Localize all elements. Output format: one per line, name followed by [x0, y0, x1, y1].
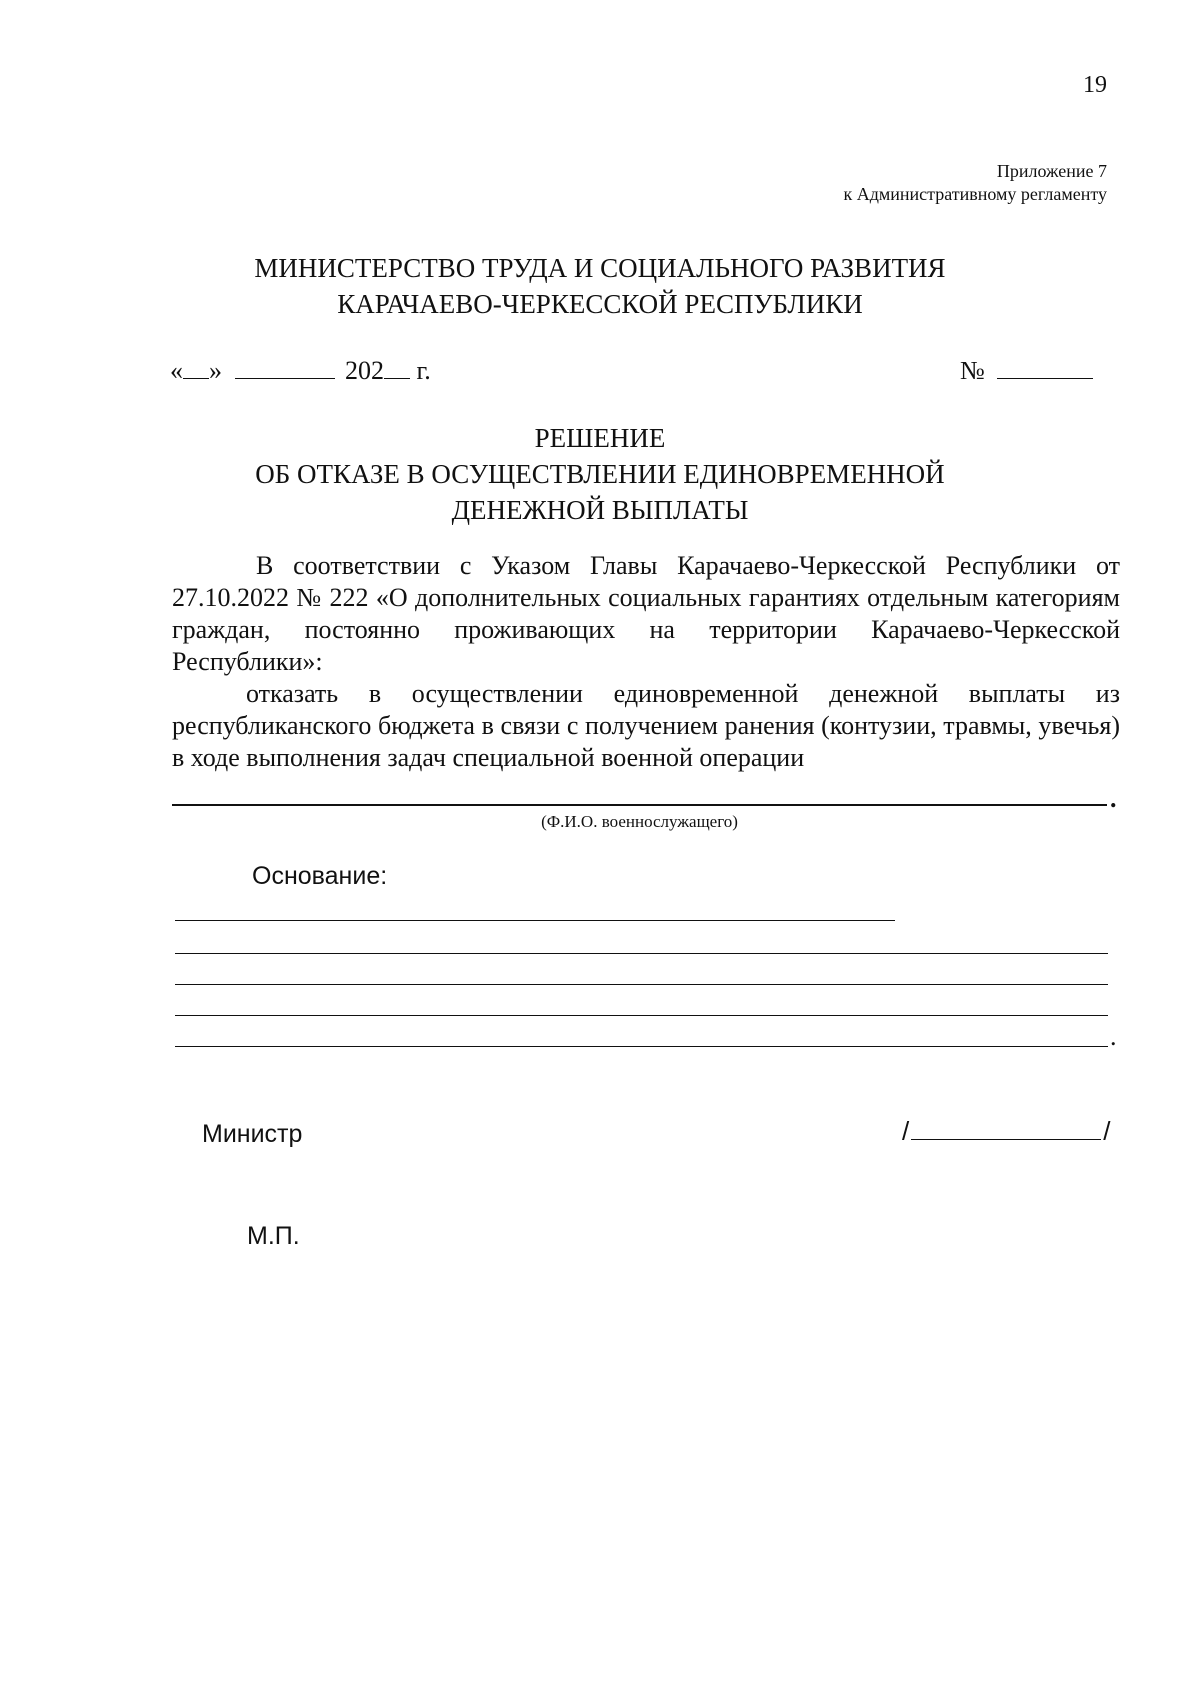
fio-blank-line — [172, 804, 1107, 806]
basis-line-5 — [175, 1046, 1108, 1047]
basis-line-4 — [175, 1015, 1108, 1016]
title-line-3: ДЕНЕЖНОЙ ВЫПЛАТЫ — [451, 495, 749, 525]
minister-label: Министр — [202, 1120, 303, 1148]
stamp-place-label: М.П. — [247, 1222, 300, 1250]
date-open-quote: « — [170, 356, 183, 385]
day-blank — [183, 356, 209, 379]
year-suffix: г. — [416, 356, 431, 385]
title-line-2: ОБ ОТКАЗЕ В ОСУЩЕСТВЛЕНИИ ЕДИНОВРЕМЕННОЙ — [255, 459, 945, 489]
basis-line-1 — [175, 920, 895, 921]
date-close-quote: » — [209, 356, 222, 385]
title-line-1: РЕШЕНИЕ — [534, 423, 666, 453]
body-paragraph-1: В соответствии с Указом Главы Карачаево-Черкесской Республики от 27.10.2022 № 222 «О дополнительных социальных гарантиях отдельным категориям граждан, постоянно проживающих на территории Карачаево-Черкесской Республики»: — [172, 551, 1120, 676]
appendix-line-2: к Административному регламенту — [843, 184, 1107, 204]
signature-field — [902, 1116, 1110, 1147]
fio-caption: (Ф.И.О. военнослужащего) — [541, 812, 738, 831]
appendix-reference — [843, 160, 1107, 206]
appendix-line-1: Приложение 7 — [996, 161, 1107, 181]
ministry-line-1: МИНИСТЕРСТВО ТРУДА И СОЦИАЛЬНОГО РАЗВИТИЯ — [254, 253, 946, 283]
decision-body — [172, 550, 1120, 774]
signature-slash-left: / — [902, 1116, 910, 1146]
basis-line-2 — [175, 953, 1108, 954]
document-number-field — [960, 356, 1093, 386]
signature-blank — [911, 1117, 1101, 1140]
body-paragraph-2: отказать в осуществлении единовременной денежной выплаты из республиканского бюджета в связи с получением ранения (контузии, травмы, увечья) в ходе выполнения задач специальной военной операции — [172, 679, 1120, 772]
date-field — [170, 356, 431, 386]
basis-line-3 — [175, 984, 1108, 985]
number-blank — [997, 356, 1093, 379]
year-prefix: 202 — [345, 356, 384, 385]
fio-end-mark: . — [1110, 784, 1117, 813]
ministry-header — [150, 250, 1050, 322]
year-blank — [384, 356, 410, 379]
number-sign: № — [960, 356, 985, 385]
signature-slash-right: / — [1103, 1116, 1111, 1146]
basis-label: Основание: — [252, 862, 388, 890]
ministry-line-2: КАРАЧАЕВО-ЧЕРКЕССКОЙ РЕСПУБЛИКИ — [337, 289, 863, 319]
month-blank — [235, 356, 335, 379]
basis-end-mark: . — [1110, 1022, 1117, 1051]
page-number: 19 — [1083, 72, 1107, 98]
document-title — [150, 420, 1050, 528]
